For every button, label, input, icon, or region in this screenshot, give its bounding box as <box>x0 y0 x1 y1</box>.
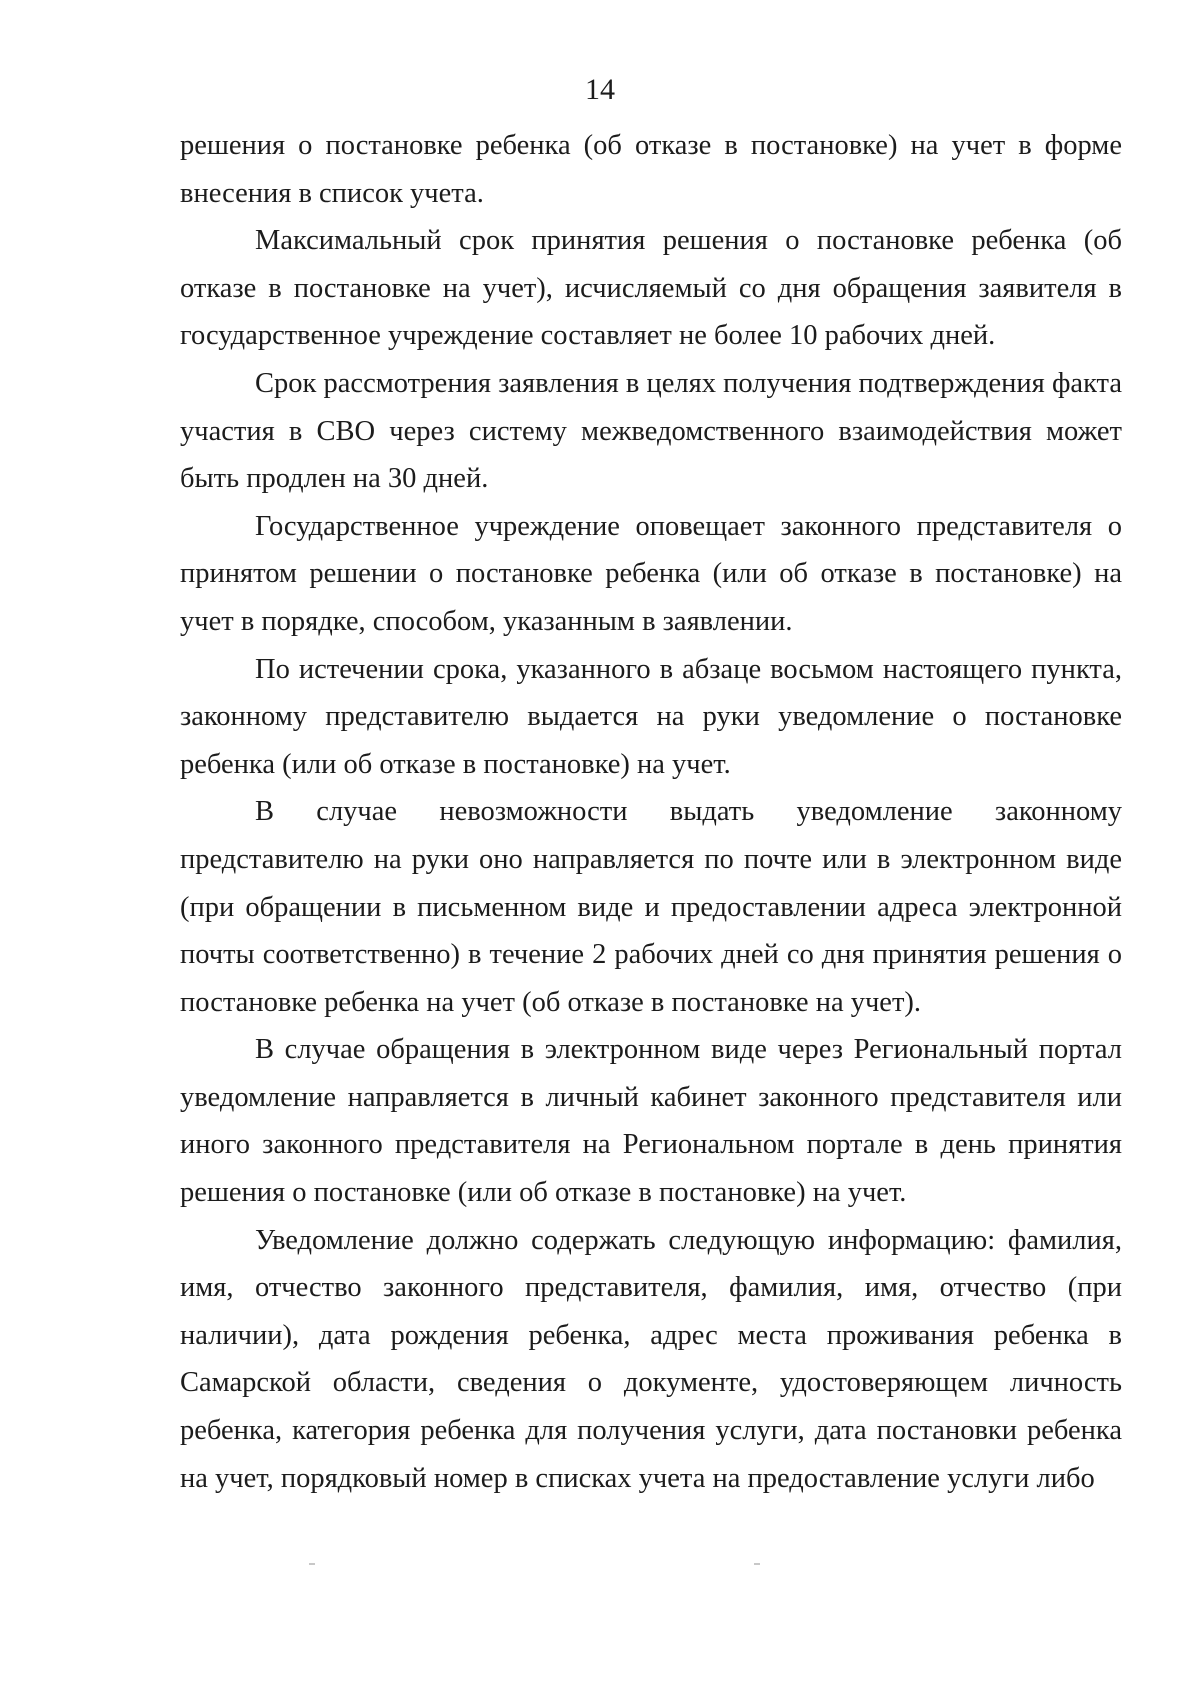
paragraph-notice-contents: Уведомление должно содержать следующую информацию: фамилия, имя, отчество законного представителя, фамилия, имя, отчество (при наличии), дата рождения ребенка, адрес места проживания ребенка в Самарской области, сведения о документе, удостоверяющем личность ребенка, категория ребенка для получения услуги, дата постановки ребенка на учет, порядковый номер в списках учета на предоставление услуги либо <box>180 1224 1122 1494</box>
page-number: 14 <box>585 73 615 106</box>
paragraph-notice-by-mail: В случае невозможности выдать уведомление законному представителю на руки оно направляется по почте или в электронном виде (при обращении в письменном виде и предоставлении адреса электронной почты соответственно) в течение 2 рабочих дней со дня принятия решения о постановке ребенка на учет (об отказе в постановке на учет). <box>180 796 1122 1018</box>
paragraph-max-decision-term: Максимальный срок принятия решения о постановке ребенка (об отказе в постановке на учет), исчисляемый со дня обращения заявителя в государственное учреждение составляет не более 10 рабочих дней. <box>180 225 1122 352</box>
paragraph-review-term-svo: Срок рассмотрения заявления в целях получения подтверждения факта участия в СВО через систему межведомственного взаимодействия может быть продлен на 30 дней. <box>180 367 1122 495</box>
paragraph-notice-handover: По истечении срока, указанного в абзаце восьмом настоящего пункта, законному представителю выдается на руки уведомление о постановке ребенка (или об отказе в постановке) на учет. <box>180 653 1122 780</box>
paragraph-notification-of-decision: Государственное учреждение оповещает законного представителя о принятом решении о постановке ребенка (или об отказе в постановке) на учет в порядке, способом, указанным в заявлении. <box>180 510 1122 637</box>
document-body <box>180 122 1122 1502</box>
paragraph-continued: решения о постановке ребенка (об отказе в постановке) на учет в форме внесения в список учета. <box>180 130 1122 209</box>
scan-artifact <box>309 1563 315 1565</box>
paragraph-regional-portal: В случае обращения в электронном виде через Региональный портал уведомление направляется в личный кабинет законного представителя или иного законного представителя на Региональном портале в день принятия решения о постановке (или об отказе в постановке) на учет. <box>180 1034 1122 1209</box>
scan-artifact <box>754 1563 760 1565</box>
